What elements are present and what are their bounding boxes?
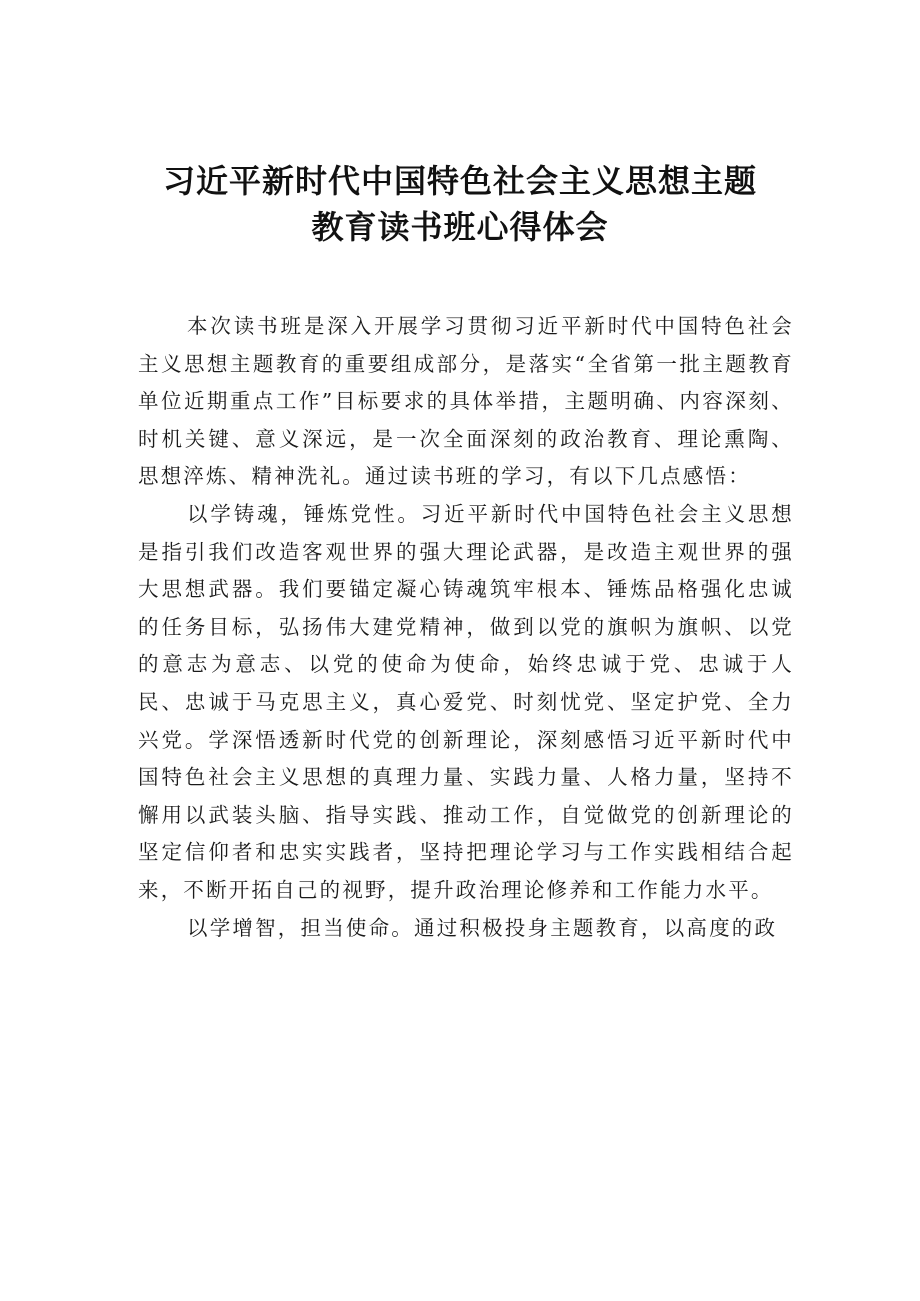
paragraph-forge-soul: 以学铸魂，锤炼党性。习近平新时代中国特色社会主义思想是指引我们改造客观世界的强大理论武器，是改造主观世界的强大思想武器。我们要锚定凝心铸魂筑牢根本、锤炼品格强化忠诚的任务目标，弘扬伟大建党精神，做到以党的旗帜为旗帜、以党的意志为意志、以党的使命为使命，始终忠诚于党、忠诚于人民、忠诚于马克思主义，真心爱党、时刻忧党、坚定护党、全力兴党。学深悟透新时代党的创新理论，深刻感悟习近平新时代中国特色社会主义思想的真理力量、实践力量、人格力量，坚持不懈用以武装头脑、指导实践、推动工作，自觉做党的创新理论的坚定信仰者和忠实实践者，坚持把理论学习与工作实践相结合起来，不断开拓自己的视野，提升政治理论修养和工作能力水平。 bbox=[138, 501, 794, 902]
title-line-1: 习近平新时代中国特色社会主义思想主题 bbox=[162, 162, 757, 200]
paragraph-intro: 本次读书班是深入开展学习贯彻习近平新时代中国特色社会主义思想主题教育的重要组成部分，是落实“全省第一批主题教育单位近期重点工作”目标要求的具体举措，主题明确、内容深刻、时机关键、意义深远，是一次全面深刻的政治教育、理论熏陶、思想淬炼、精神洗礼。通过读书班的学习，有以下几点感悟： bbox=[138, 314, 794, 489]
paragraph-increase-wisdom: 以学增智，担当使命。通过积极投身主题教育，以高度的政 bbox=[187, 915, 778, 940]
document-title bbox=[0, 158, 920, 250]
document-body bbox=[138, 308, 794, 947]
title-line-2: 教育读书班心得体会 bbox=[311, 208, 609, 246]
